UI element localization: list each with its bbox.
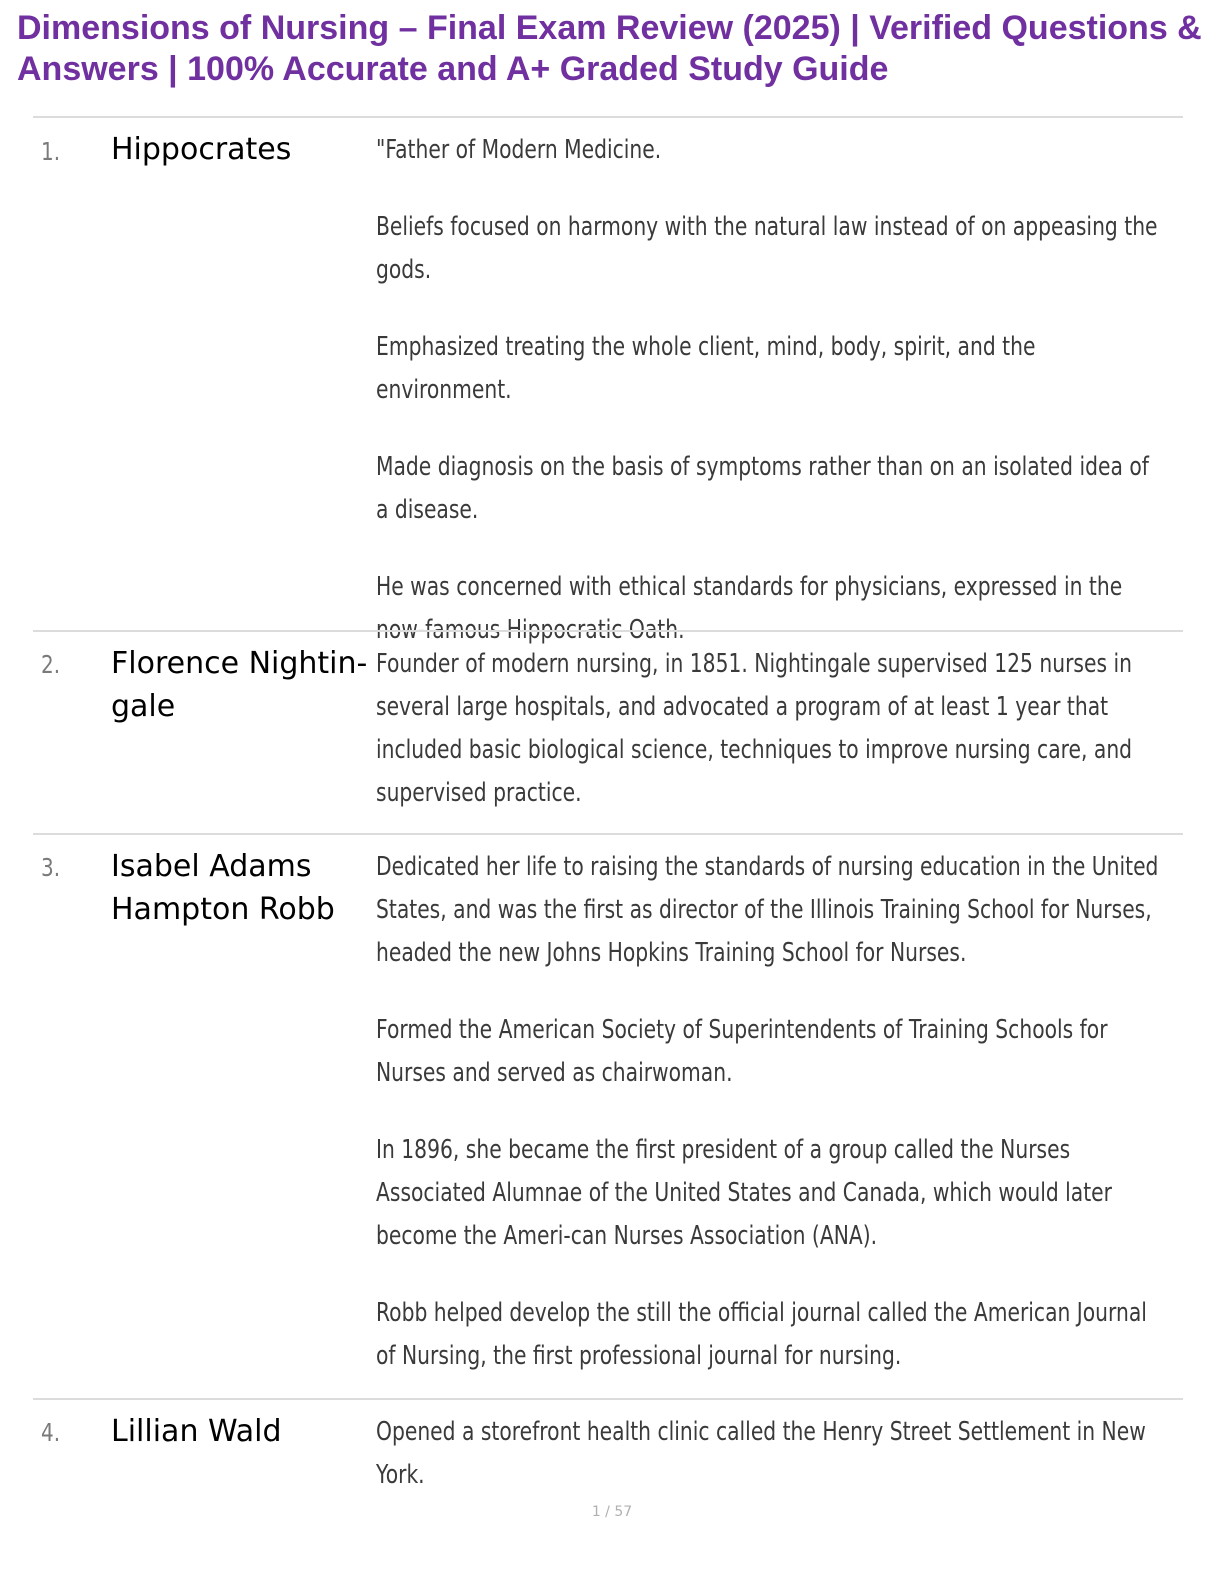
entry-definitions — [376, 846, 1176, 1378]
definition-paragraph: Dedicated her life to raising the standards of nursing education in the United States, and was the first as director of the Illinois Training School for Nurses, headed the new Johns Hopkins Training School for Nurses. — [376, 852, 1159, 968]
entry-definitions — [376, 1411, 1176, 1497]
definition-paragraph: "Father of Modern Medicine. — [376, 135, 662, 165]
definition-paragraph: Robb helped develop the still the official journal called the American Journal of Nursing, the first professional journal for nursing. — [376, 1298, 1147, 1371]
definition-paragraph: He was concerned with ethical standards for physicians, expressed in the now-famous Hippocratic Oath. — [376, 572, 1123, 645]
definition-paragraph: Formed the American Society of Superintendents of Training Schools for Nurses and served as chairwoman. — [376, 1015, 1108, 1088]
divider — [33, 833, 1183, 835]
page-number: 1 / 57 — [591, 1504, 633, 1520]
definition-paragraph: Made diagnosis on the basis of symptoms rather than on an isolated idea of a disease. — [376, 452, 1149, 525]
entry-term: Isabel Adams Hampton Robb — [111, 849, 335, 927]
entry-definitions — [376, 129, 1176, 652]
entry-term: Hippocrates — [111, 132, 292, 167]
entry-number: 2. — [41, 650, 61, 679]
divider — [33, 116, 1183, 118]
entry-number: 3. — [41, 853, 61, 882]
entry-term: Florence Nightin-gale — [111, 646, 368, 724]
document-title: Dimensions of Nursing – Final Exam Review (2025) | Verified Questions & Answers | 100% Accurate and A+ Graded Study Guide — [17, 9, 1202, 88]
entry-number: 4. — [41, 1418, 61, 1447]
definition-paragraph: Opened a storefront health clinic called the Henry Street Settlement in New York. — [376, 1417, 1146, 1490]
definition-paragraph: Beliefs focused on harmony with the natural law instead of on appeasing the gods. — [376, 212, 1158, 285]
definition-paragraph: In 1896, she became the first president of a group called the Nurses Associated Alumnae of the United States and Canada, which would later become the Ameri-can Nurses Association (ANA). — [376, 1135, 1113, 1251]
definition-paragraph: Founder of modern nursing, in 1851. Nightingale supervised 125 nurses in several large hospitals, and advocated a program of at least 1 year that included basic biological science, techniques to improve nursing care, and supervised practice. — [376, 649, 1133, 808]
entry-number: 1. — [41, 137, 61, 166]
entry-definitions — [376, 643, 1176, 815]
divider — [33, 630, 1183, 632]
entry-term: Lillian Wald — [111, 1414, 282, 1449]
divider — [33, 1398, 1183, 1400]
definition-paragraph: Emphasized treating the whole client, mind, body, spirit, and the environment. — [376, 332, 1036, 405]
